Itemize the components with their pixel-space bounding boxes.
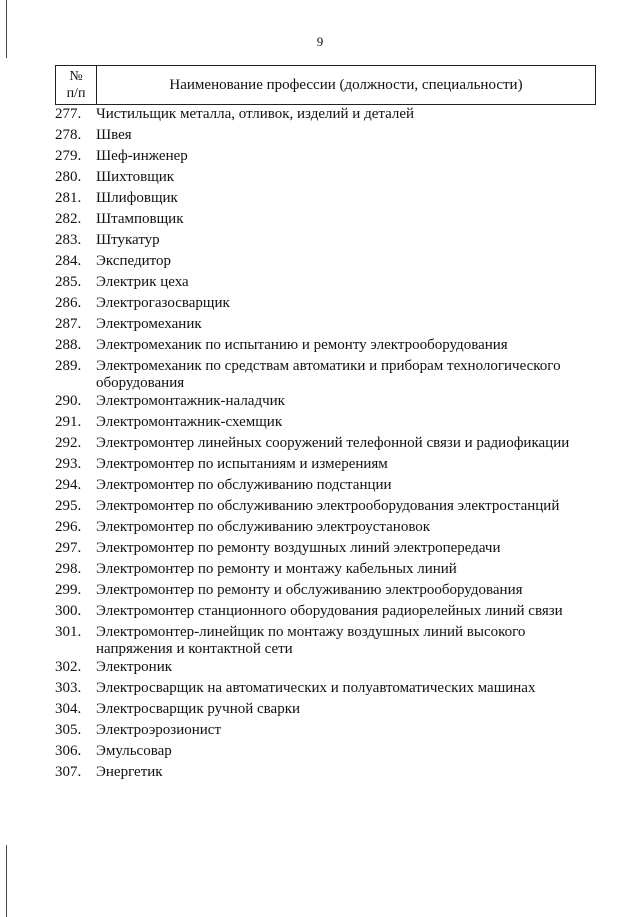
- list-item: [55, 498, 600, 515]
- profession-name: Электромонтажник-схемщик: [96, 414, 283, 430]
- item-number: 287.: [55, 316, 82, 332]
- profession-name: Чистильщик металла, отливок, изделий и деталей: [96, 106, 415, 122]
- profession-name: Экспедитор: [96, 253, 171, 269]
- item-number: 282.: [55, 211, 82, 227]
- list-item: [55, 337, 600, 354]
- profession-name: Электромеханик по средствам автоматики и приборам технологического оборудования: [96, 358, 561, 391]
- list-item: [55, 477, 600, 494]
- item-number: 299.: [55, 582, 82, 598]
- list-item: [55, 519, 600, 536]
- item-number: 303.: [55, 680, 82, 696]
- item-number: 288.: [55, 337, 82, 353]
- item-number: 294.: [55, 477, 82, 493]
- list-item: [55, 274, 600, 291]
- list-item: [55, 253, 600, 270]
- list-item: [55, 148, 600, 165]
- list-item: [55, 358, 600, 392]
- profession-name: Электрогазосварщик: [96, 295, 230, 311]
- profession-name: Шихтовщик: [96, 169, 175, 185]
- profession-name: Электрик цеха: [96, 274, 189, 290]
- profession-list: [55, 106, 600, 785]
- list-item: [55, 603, 600, 620]
- profession-name: Электромонтер-линейщик по монтажу воздушных линий высокого напряжения и контактной сети: [96, 624, 526, 657]
- list-item: [55, 582, 600, 599]
- profession-name: Электромонтер по обслуживанию подстанции: [96, 477, 392, 493]
- profession-name: Электроник: [96, 659, 173, 675]
- list-item: [55, 316, 600, 333]
- item-number: 280.: [55, 169, 82, 185]
- page-number: 9: [316, 34, 324, 49]
- scan-edge-line-bottom: [6, 845, 7, 917]
- item-number: 300.: [55, 603, 82, 619]
- item-number: 305.: [55, 722, 82, 738]
- item-number: 283.: [55, 232, 82, 248]
- item-number: 291.: [55, 414, 82, 430]
- list-item: [55, 561, 600, 578]
- list-item: [55, 169, 600, 186]
- item-number: 306.: [55, 743, 82, 759]
- profession-name: Электромонтер по обслуживанию электрооборудования электростанций: [96, 498, 560, 514]
- item-number: 293.: [55, 456, 82, 472]
- list-item: [55, 127, 600, 144]
- item-number: 304.: [55, 701, 82, 717]
- item-number: 285.: [55, 274, 82, 290]
- profession-name: Электромонтер по ремонту и монтажу кабельных линий: [96, 561, 457, 577]
- profession-name: Электросварщик ручной сварки: [96, 701, 301, 717]
- list-item: [55, 211, 600, 228]
- list-item: [55, 743, 600, 760]
- profession-name: Штамповщик: [96, 211, 184, 227]
- item-number: 279.: [55, 148, 82, 164]
- profession-name: Энергетик: [96, 764, 163, 780]
- item-number: 292.: [55, 435, 82, 451]
- item-number: 289.: [55, 358, 82, 374]
- profession-name: Электросварщик на автоматических и полуавтоматических машинах: [96, 680, 536, 696]
- list-item: [55, 680, 600, 697]
- item-number: 277.: [55, 106, 82, 122]
- item-number: 281.: [55, 190, 82, 206]
- item-number: 278.: [55, 127, 82, 143]
- number-abbrev: п/п: [66, 86, 86, 101]
- item-number: 290.: [55, 393, 82, 409]
- list-item: [55, 106, 600, 123]
- list-item: [55, 435, 600, 452]
- profession-name: Электроэрозионист: [96, 722, 222, 738]
- item-number: 284.: [55, 253, 82, 269]
- profession-name: Электромонтер по ремонту воздушных линий электропередачи: [96, 540, 501, 556]
- list-item: [55, 659, 600, 676]
- number-sign: №: [69, 69, 83, 84]
- profession-name: Швея: [96, 127, 132, 143]
- profession-name: Электромонтер по испытаниям и измерениям: [96, 456, 388, 472]
- list-item: [55, 701, 600, 718]
- item-number: 307.: [55, 764, 82, 780]
- profession-name: Шлифовщик: [96, 190, 178, 206]
- profession-name: Электромонтер по ремонту и обслуживанию электрооборудования: [96, 582, 523, 598]
- list-item: [55, 722, 600, 739]
- item-number: 301.: [55, 624, 82, 640]
- list-item: [55, 393, 600, 410]
- list-item: [55, 190, 600, 207]
- item-number: 298.: [55, 561, 82, 577]
- profession-column-header: Наименование профессии (должности, специальности): [169, 76, 523, 93]
- list-item: [55, 540, 600, 557]
- item-number: 295.: [55, 498, 82, 514]
- profession-name: Электромонтер линейных сооружений телефонной связи и радиофикации: [96, 435, 570, 451]
- profession-name: Электромеханик по испытанию и ремонту электрооборудования: [96, 337, 508, 353]
- profession-name: Штукатур: [96, 232, 160, 248]
- item-number: 302.: [55, 659, 82, 675]
- list-item: [55, 295, 600, 312]
- profession-name: Электромеханик: [96, 316, 202, 332]
- profession-name: Эмульсовар: [96, 743, 172, 759]
- number-column-header: [56, 66, 97, 104]
- item-number: 297.: [55, 540, 82, 556]
- list-item: [55, 624, 600, 658]
- profession-name: Шеф-инженер: [96, 148, 188, 164]
- list-item: [55, 764, 600, 781]
- list-item: [55, 414, 600, 431]
- profession-name: Электромонтер станционного оборудования радиорелейных линий связи: [96, 603, 563, 619]
- profession-name: Электромонтер по обслуживанию электроустановок: [96, 519, 431, 535]
- list-item: [55, 232, 600, 249]
- item-number: 296.: [55, 519, 82, 535]
- table-header: [55, 65, 596, 105]
- item-number: 286.: [55, 295, 82, 311]
- list-item: [55, 456, 600, 473]
- profession-name: Электромонтажник-наладчик: [96, 393, 285, 409]
